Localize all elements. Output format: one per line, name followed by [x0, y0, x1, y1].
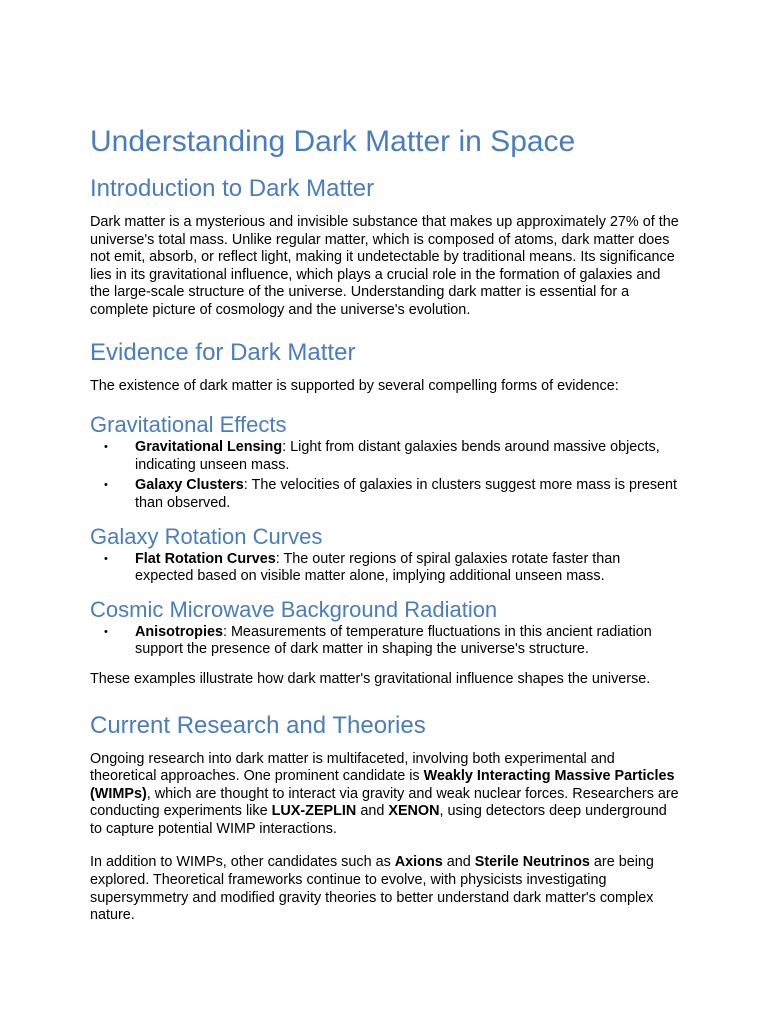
bullet-icon: •: [104, 441, 108, 454]
list-item: [90, 551, 680, 586]
bullet-icon: •: [104, 625, 108, 638]
list-item-text: : Light from distant galaxies bends around massive objects, indicating unseen mass.: [135, 439, 660, 473]
sterile-neutrinos-term: Sterile Neutrinos: [474, 854, 590, 871]
research-paragraph-1: [90, 751, 680, 839]
text-run: are being explored. Theoretical frameworks continue to evolve, with physicists investigating supersymmetry and modified gravity theories to better understand dark matter's complex nature.: [90, 854, 654, 924]
bullet-icon: •: [104, 552, 108, 565]
axions-term: Axions: [394, 854, 443, 871]
text-run: and: [356, 803, 389, 820]
text-run: In addition to WIMPs, other candidates such as: [90, 854, 395, 871]
cmb-heading: Cosmic Microwave Background Radiation: [90, 596, 498, 622]
gravitational-effects-heading: Gravitational Effects: [90, 412, 287, 438]
list-item-text: : The velocities of galaxies in clusters suggest more mass is present than observed.: [135, 477, 678, 511]
list-item-term: Flat Rotation Curves: [135, 550, 276, 567]
evidence-closing: These examples illustrate how dark matter's gravitational influence shapes the universe.: [90, 670, 651, 687]
intro-paragraph: Dark matter is a mysterious and invisible substance that makes up approximately 27% of the universe's total mass. Unlike regular matter, which is composed of atoms, dark matter does not emit, absorb, or reflect light, making it undetectable by traditional means. Its significance lies in its gravitational influence, which plays a crucial role in the formation of galaxies and the large-scale structure of the universe. Understanding dark matter is essential for a complete picture of cosmology and the universe's evolution.: [90, 214, 679, 318]
gravitational-effects-list: [90, 439, 680, 512]
text-run: and: [442, 854, 475, 871]
list-item-term: Gravitational Lensing: [135, 439, 283, 456]
intro-heading: Introduction to Dark Matter: [90, 175, 375, 202]
xenon-term: XENON: [388, 803, 440, 820]
list-item-text: : Measurements of temperature fluctuations in this ancient radiation support the presence of dark matter in shaping the universe's structure.: [135, 623, 652, 658]
research-paragraph-2: [90, 854, 680, 924]
text-run: Ongoing research into dark matter is multifaceted, involving both experimental and theoretical approaches. One prominent candidate is: [90, 750, 615, 785]
list-item: [90, 477, 680, 512]
document-title: Understanding Dark Matter in Space: [90, 125, 576, 158]
text-run: , using detectors deep underground to capture potential WIMP interactions.: [90, 803, 667, 837]
list-item-term: Anisotropies: [135, 623, 223, 640]
wimps-term: Weakly Interacting Massive Particles (WIMPs): [90, 768, 675, 802]
list-item: [90, 439, 680, 474]
list-item-text: : The outer regions of spiral galaxies rotate faster than expected based on visible matter alone, implying additional unseen mass.: [135, 550, 621, 585]
evidence-lead: The existence of dark matter is supported by several compelling forms of evidence:: [90, 377, 619, 394]
lux-zeplin-term: LUX-ZEPLIN: [271, 803, 357, 820]
document-page: [90, 122, 680, 941]
rotation-curves-list: [90, 551, 680, 586]
evidence-heading: Evidence for Dark Matter: [90, 338, 356, 366]
cmb-list: [90, 624, 680, 659]
list-item: [90, 624, 680, 659]
bullet-icon: •: [104, 479, 108, 492]
text-run: , which are thought to interact via gravity and weak nuclear forces. Researchers are conducting experiments like: [90, 785, 679, 820]
list-item-term: Galaxy Clusters: [135, 477, 244, 494]
research-heading: Current Research and Theories: [90, 711, 426, 739]
rotation-curves-heading: Galaxy Rotation Curves: [90, 523, 323, 549]
